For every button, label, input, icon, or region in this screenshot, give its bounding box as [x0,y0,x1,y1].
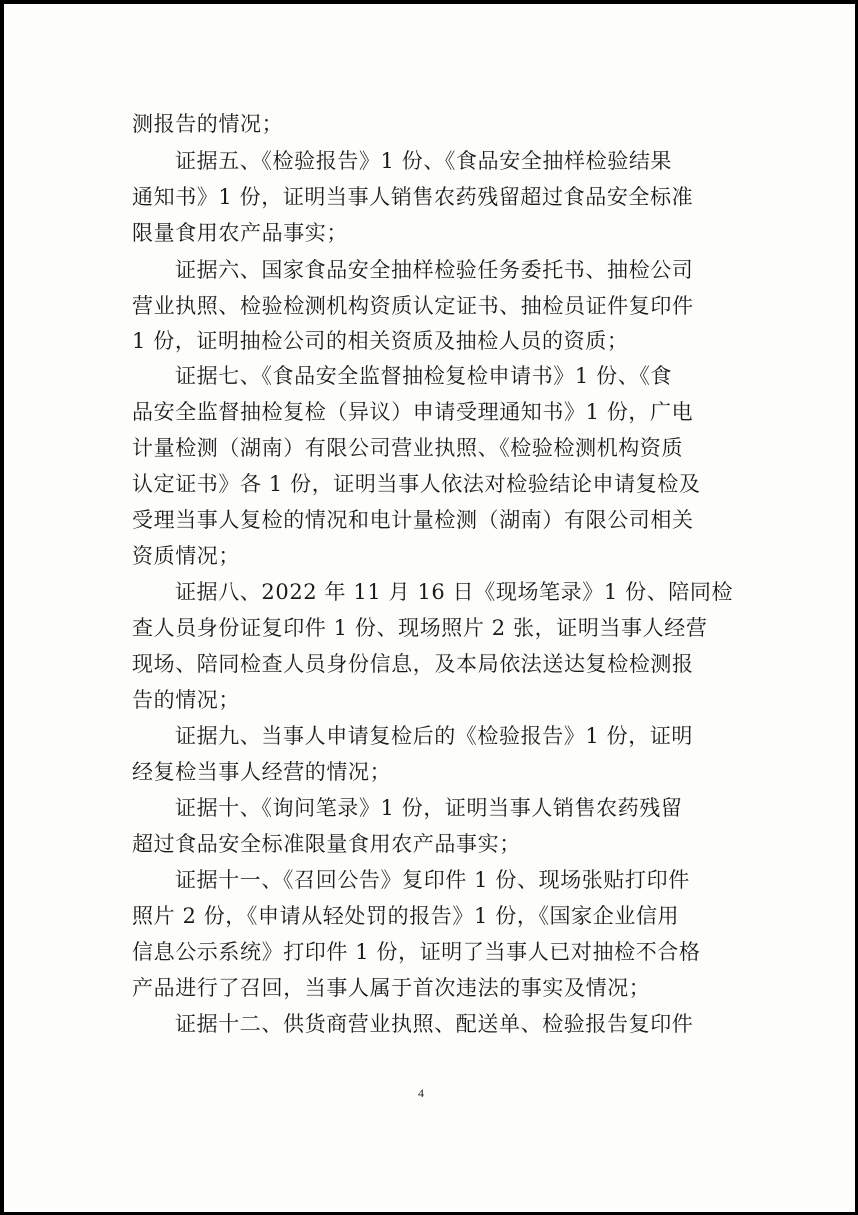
text-line: 产品进行了召回，当事人属于首次违法的事实及情况； [132,976,651,1000]
text-line: 资质情况； [132,544,240,568]
text-line: 证据九、当事人申请复检后的《检验报告》1 份，证明 [175,724,694,748]
text-line: 1 份，证明抽检公司的相关资质及抽检人员的资质； [132,329,629,353]
text-line: 限量食用农产品事实； [132,221,348,245]
text-line: 证据六、国家食品安全抽样检验任务委托书、抽检公司 [175,258,694,282]
text-line: 照片 2 份，《申请从轻处罚的报告》1 份，《国家企业信用 [132,904,680,928]
text-line: 品安全监督抽检复检（异议）申请受理通知书》1 份，广电 [132,400,694,424]
text-line: 证据十、《询问笔录》1 份，证明当事人销售农药残留 [175,796,683,820]
text-line: 测报告的情况； [132,112,284,136]
text-line: 营业执照、检验检测机构资质认定证书、抽检员证件复印件 [132,294,694,318]
text-line: 信息公示系统》打印件 1 份，证明了当事人已对抽检不合格 [132,940,701,964]
text-line: 证据七、《食品安全监督抽检复检申请书》1 份、《食 [175,364,673,388]
text-line: 查人员身份证复印件 1 份、现场照片 2 张，证明当事人经营 [132,616,708,640]
text-line: 证据八、2022 年 11 月 16 日《现场笔录》1 份、陪同检 [175,580,734,604]
text-line: 证据十二、供货商营业执照、配送单、检验报告复印件 [175,1012,694,1036]
text-line: 计量检测（湖南）有限公司营业执照、《检验检测机构资质 [132,436,684,460]
text-line: 经复检当事人经营的情况； [132,760,392,784]
text-line: 受理当事人复检的情况和电计量检测（湖南）有限公司相关 [132,508,694,532]
text-line: 证据十一、《召回公告》复印件 1 份、现场张贴打印件 [175,868,690,892]
text-line: 认定证书》各 1 份，证明当事人依法对检验结论申请复检及 [132,472,701,496]
text-line: 通知书》1 份，证明当事人销售农药残留超过食品安全标准 [132,185,694,209]
document-page [4,4,855,1212]
text-line: 告的情况； [132,688,240,712]
text-line: 证据五、《检验报告》1 份、《食品安全抽样检验结果 [175,149,673,173]
text-line: 现场、陪同检查人员身份信息，及本局依法送达复检检测报 [132,652,694,676]
text-line: 超过食品安全标准限量食用农产品事实； [132,832,521,856]
page-number: 4 [418,1086,424,1100]
